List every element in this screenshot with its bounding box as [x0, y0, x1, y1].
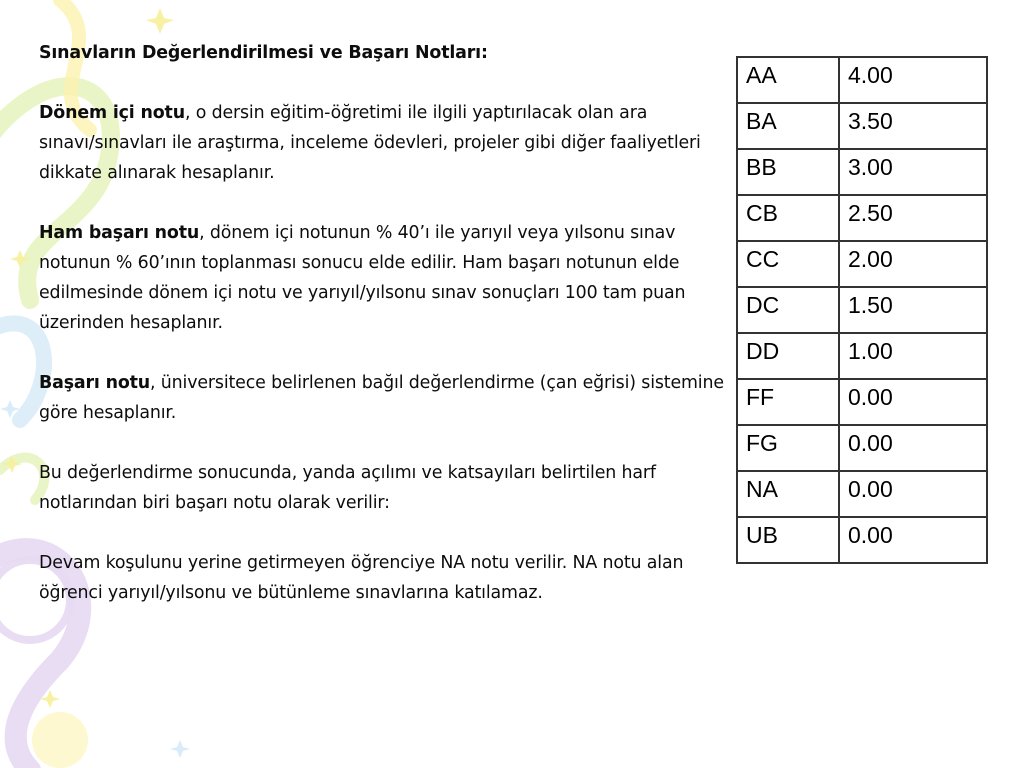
grade-point-cell: 2.50	[839, 195, 987, 241]
decor-star-2	[10, 250, 30, 268]
letter-grade-cell: FF	[737, 379, 839, 425]
decor-swirl-blue	[0, 323, 44, 420]
heading-paragraph	[39, 38, 729, 68]
text-devam-kosulu: Devam koşulunu yerine getirmeyen öğrenciye NA notu verilir. NA notu alan öğrenci yarıyıl/yılsonu ve bütünleme sınavlarına katılamaz.	[39, 553, 684, 603]
page-title: Sınavların Değerlendirilmesi ve Başarı Notları:	[39, 43, 488, 63]
table-row	[737, 241, 987, 287]
term-donem-ici-notu: Dönem içi notu	[39, 103, 185, 123]
decor-star-1	[146, 8, 174, 34]
table-row	[737, 379, 987, 425]
grade-point-cell: 2.00	[839, 241, 987, 287]
letter-grade-cell: DD	[737, 333, 839, 379]
letter-grade-cell: CB	[737, 195, 839, 241]
text-degerlendirme-sonucu: Bu değerlendirme sonucunda, yanda açılımı ve katsayıları belirtilen harf notlarından biri başarı notu olarak verilir:	[39, 463, 656, 513]
decor-star-4	[40, 690, 60, 708]
paragraph-devam-kosulu	[39, 548, 729, 608]
table-row	[737, 195, 987, 241]
decor-star-3	[2, 455, 22, 473]
paragraph-donem-ici-notu	[39, 98, 729, 188]
decor-star-5	[0, 400, 20, 418]
grade-point-cell: 3.50	[839, 103, 987, 149]
grade-point-cell: 0.00	[839, 471, 987, 517]
grade-point-cell: 1.50	[839, 287, 987, 333]
table-row	[737, 471, 987, 517]
letter-grade-cell: CC	[737, 241, 839, 287]
table-row	[737, 333, 987, 379]
table-row	[737, 425, 987, 471]
letter-grade-cell: UB	[737, 517, 839, 563]
grade-point-cell: 4.00	[839, 57, 987, 103]
paragraph-ham-basari-notu	[39, 218, 729, 338]
decor-swirl-green-2	[0, 458, 44, 500]
table-row	[737, 103, 987, 149]
table-row	[737, 149, 987, 195]
grade-point-cell: 3.00	[839, 149, 987, 195]
paragraph-degerlendirme-sonucu	[39, 458, 729, 518]
text-donem-ici-notu: , o dersin eğitim-öğretimi ile ilgili yaptırılacak olan ara sınavı/sınavları ile araştırma, inceleme ödevleri, projeler gibi diğer faaliyetleri dikkate alınarak hesaplanır.	[39, 103, 701, 183]
grade-point-cell: 0.00	[839, 517, 987, 563]
grade-table	[736, 56, 988, 564]
letter-grade-cell: DC	[737, 287, 839, 333]
text-basari-notu: , üniversitece belirlenen bağıl değerlendirme (çan eğrisi) sistemine göre hesaplanır.	[39, 373, 724, 423]
letter-grade-cell: BA	[737, 103, 839, 149]
letter-grade-cell: BB	[737, 149, 839, 195]
letter-grade-cell: AA	[737, 57, 839, 103]
table-row	[737, 287, 987, 333]
letter-grade-cell: FG	[737, 425, 839, 471]
term-ham-basari-notu: Ham başarı notu	[39, 223, 200, 243]
grade-point-cell: 0.00	[839, 425, 987, 471]
letter-grade-cell: NA	[737, 471, 839, 517]
decor-circle-yellow	[32, 712, 88, 768]
term-basari-notu: Başarı notu	[39, 373, 151, 393]
table-row	[737, 57, 987, 103]
grade-point-cell: 1.00	[839, 333, 987, 379]
table-row	[737, 517, 987, 563]
decor-star-6	[170, 740, 190, 758]
text-ham-basari-notu: , dönem içi notunun % 40’ı ile yarıyıl veya yılsonu sınav notunun % 60’ının toplanması sonucu elde edilir. Ham başarı notunun elde edilmesinde dönem içi notu ve yarıyıl/yılsonu sınav sonuçları 100 tam puan üzerinden hesaplanır.	[39, 223, 686, 333]
grade-point-cell: 0.00	[839, 379, 987, 425]
main-text	[39, 38, 729, 608]
paragraph-basari-notu	[39, 368, 729, 428]
